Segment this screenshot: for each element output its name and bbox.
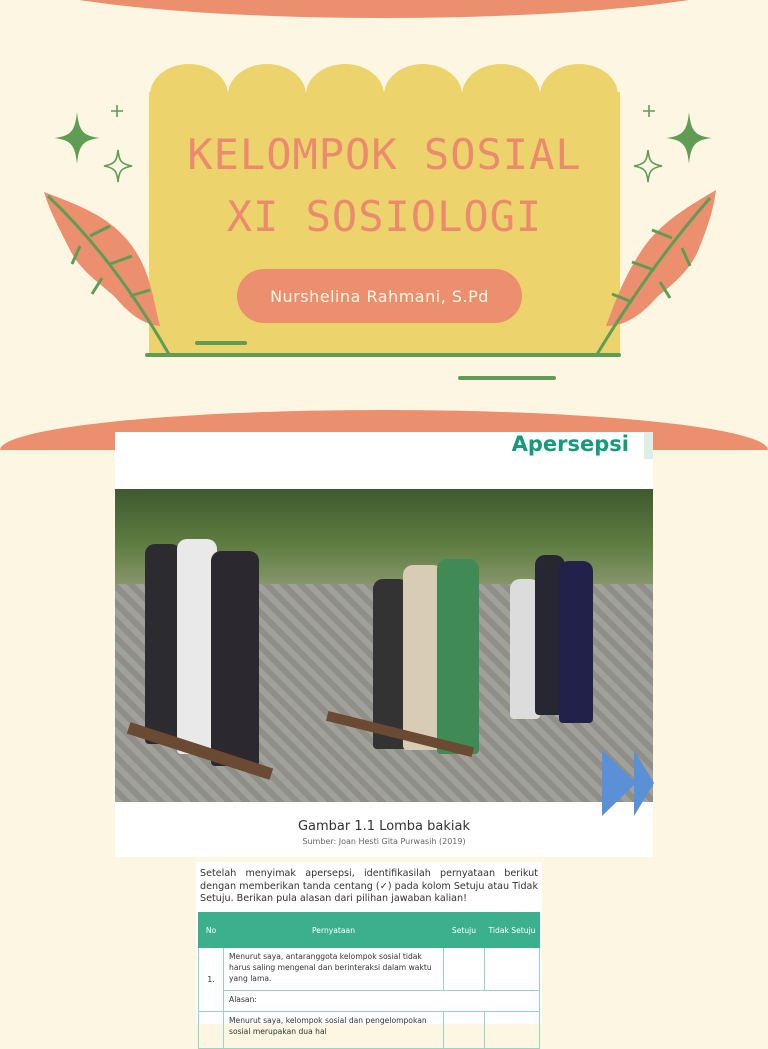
agree-checkbox-cell[interactable] [444,948,485,991]
textbook-page [115,432,653,857]
header-statement: Pernyataan [224,913,444,948]
sparkle-icon [110,104,124,118]
sparkle-icon [642,104,656,118]
photo-person [211,551,259,766]
sparkle-icon [664,110,714,166]
sparkle-icon [52,110,102,166]
fast-forward-icon[interactable] [602,750,636,816]
table-row [199,948,540,991]
ground-dash [195,341,247,345]
row-number [199,1012,224,1049]
ground-line [145,353,621,357]
photo-person [437,559,479,754]
disagree-checkbox-cell[interactable] [485,948,540,991]
header-agree: Setuju [444,913,485,948]
heading-accent-bar [644,432,653,459]
row-number: 1. [199,948,224,1012]
photo-person [145,544,181,744]
sparkle-icon [102,148,134,184]
cover-title-line-1: KELOMPOK SOSIAL [187,130,582,179]
sparkle-icon [632,148,664,184]
section-heading: Apersepsi [511,432,629,456]
statement-table [198,912,540,1049]
top-wave-band [0,0,768,18]
row-statement: Menurut saya, kelompok sosial dan pengelompokan sosial merupakan dua hal [224,1012,444,1049]
author-badge: Nurshelina Rahmani, S.Pd [237,269,522,323]
table-row [199,1012,540,1049]
disagree-checkbox-cell[interactable] [485,1012,540,1049]
table-header-row [199,913,540,948]
photo-person [559,561,593,723]
photo-lomba-bakiak [115,489,653,802]
cover-slide [0,0,768,430]
table-row [199,991,540,1012]
row-statement: Menurut saya, antaranggota kelompok sosial tidak harus saling mengenal dan berinteraksi dalam waktu yang lama. [224,948,444,991]
worksheet-instruction: Setelah menyimak apersepsi, identifikasilah pernyataan berikut dengan memberikan tanda centang (✓) pada kolom Setuju atau Tidak Setuju. Berikan pula alasan dari pilihan jawaban kalian! [200,868,538,904]
fast-forward-icon[interactable] [634,750,654,816]
figure-caption: Gambar 1.1 Lomba bakiak [297,819,471,834]
reason-field[interactable]: Alasan: [224,991,540,1012]
header-disagree: Tidak Setuju [485,913,540,948]
cover-title-line-2: XI SOSIOLOGI [226,192,543,241]
header-no: No [199,913,224,948]
figure-source: Sumber: Joan Hesti Gita Purwasih (2019) [302,837,466,846]
ground-dash [458,376,556,380]
worksheet [196,862,542,1036]
agree-checkbox-cell[interactable] [444,1012,485,1049]
